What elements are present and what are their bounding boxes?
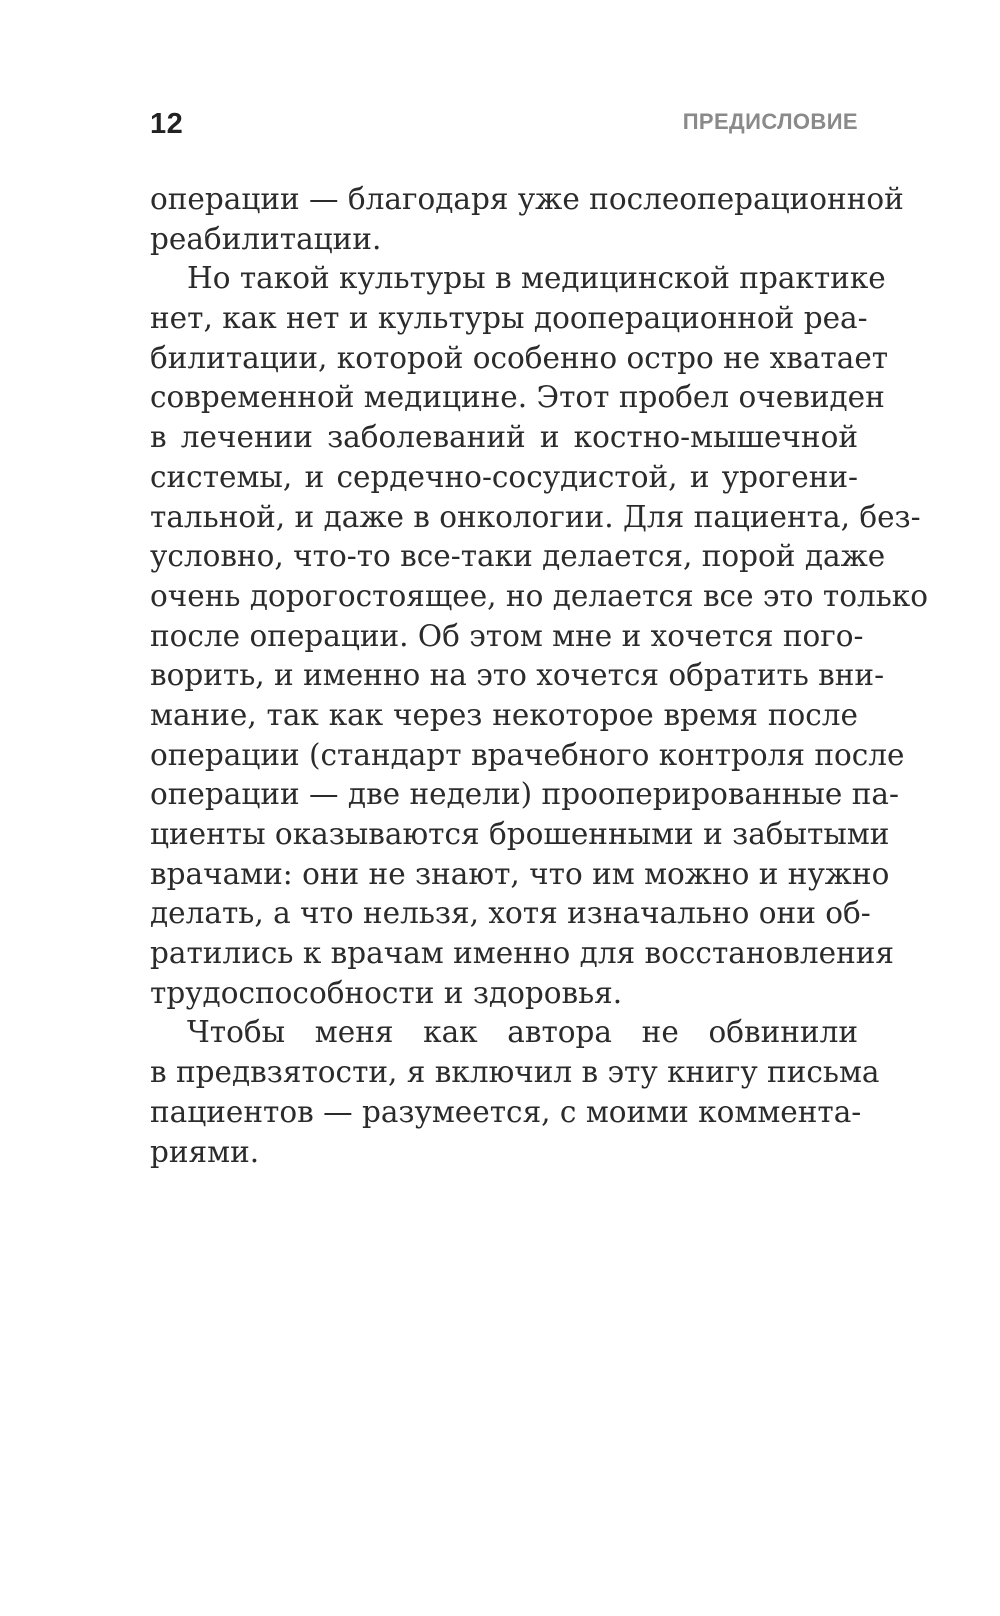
text-line: операции — две недели) прооперированные па- — [150, 777, 899, 812]
text-line: современной медицине. Этот пробел очевиден — [150, 380, 885, 415]
text-line: тальной, и даже в онкологии. Для пациента, без- — [150, 499, 921, 534]
text-line: условно, что-то все-таки делается, порой даже — [150, 539, 886, 574]
text-line: Но такой культуры в медицинской практике — [187, 261, 886, 296]
text-line: Чтобы меня как автора не обвинили — [187, 1015, 858, 1050]
text-line: в предвзятости, я включил в эту книгу письма — [150, 1055, 880, 1090]
text-line: трудоспособности и здоровья. — [150, 975, 623, 1010]
text-line: системы, и сердечно-сосудистой, и урогени- — [150, 459, 858, 494]
text-line: циенты оказываются брошенными и забытыми — [150, 817, 890, 851]
text-line: врачами: они не знают, что им можно и нужно — [150, 856, 890, 891]
text-line: реабилитации. — [150, 221, 382, 256]
page-number: 12 — [150, 108, 184, 140]
text-line: операции — благодаря уже послеоперационной — [150, 182, 904, 216]
running-head: ПРЕДИСЛОВИЕ — [682, 109, 858, 134]
text-line: риями. — [150, 1134, 260, 1169]
text-line: ворить, и именно на это хочется обратить вни- — [150, 658, 885, 693]
text-line: билитации, которой особенно остро не хватает — [150, 340, 889, 375]
text-line: мание, так как через некоторое время после — [150, 697, 858, 732]
text-line: очень дорогостоящее, но делается все это только — [150, 578, 928, 613]
text-line: нет, как нет и культуры дооперационной реа- — [150, 301, 868, 336]
text-line: после операции. Об этом мне и хочется пого- — [150, 618, 864, 653]
text-line: делать, а что нельзя, хотя изначально они об- — [150, 896, 871, 931]
text-line: операции (стандарт врачебного контроля после — [150, 737, 905, 772]
text-line: в лечении заболеваний и костно-мышечной — [150, 420, 858, 455]
text-line: пациентов — разумеется, с моими коммента- — [150, 1094, 862, 1129]
text-line: ратились к врачам именно для восстановления — [150, 936, 895, 971]
body-text — [150, 180, 928, 1172]
